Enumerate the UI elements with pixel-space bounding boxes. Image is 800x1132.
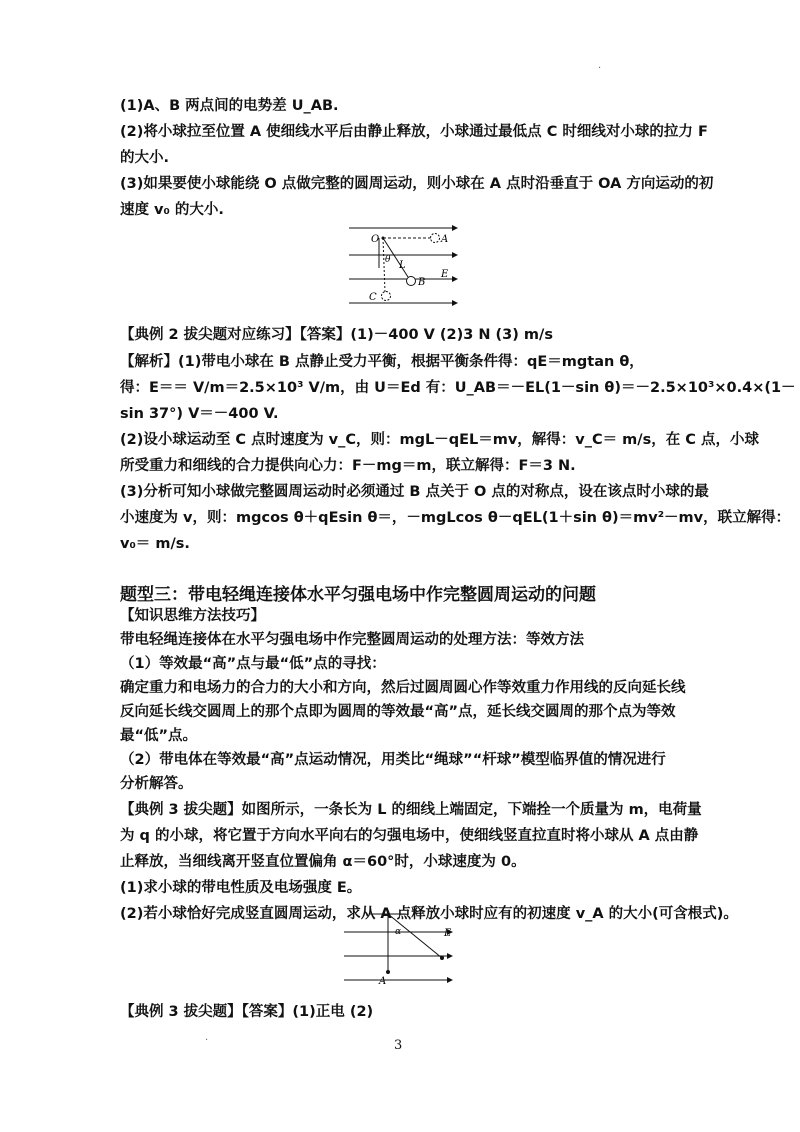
example-3-part-1: (1)求小球的带电性质及电场强度 E。 [120, 880, 362, 896]
answer-example-2: 【典例 2 拔尖题对应练习】【答案】(1)－400 V (2)3 N (3) m/s [120, 327, 553, 343]
example-3-line-3: 止释放，当细线离开竖直位置偏角 α＝60°时，小球速度为 0。 [120, 854, 526, 870]
label-l: L [399, 260, 406, 271]
method-line-2: （1）等效最“高”点与最“低”点的寻找： [120, 656, 386, 672]
answer-example-3: 【典例 3 拔尖题】【答案】(1)正电 (2) [120, 1004, 374, 1020]
method-line-5: 最“低”点。 [120, 728, 198, 744]
method-title: 【知识思维方法技巧】 [120, 608, 265, 624]
example-3-line-1: 【典例 3 拔尖题】如图所示，一条长为 L 的细线上端固定，下端拴一个质量为 m，电荷量 [120, 802, 702, 818]
ball-at-a-fig2 [386, 970, 390, 974]
ball-at-c [382, 292, 391, 301]
example-3-part-2: (2)若小球恰好完成竖直圆周运动，求从 A 点释放小球时应有的初速度 v_A 的大小(可含根式)。 [120, 906, 738, 922]
label-a-fig2: A [379, 976, 387, 987]
label-c: C [369, 292, 377, 303]
question-part-2-line2: 的大小. [120, 150, 170, 166]
method-line-6: （2）带电体在等效最“高”点运动情况，用类比“绳球”“杆球”模型临界值的情况进行 [120, 752, 666, 768]
label-alpha: α [395, 927, 402, 937]
label-o: O [371, 234, 380, 245]
circular-motion-figure-2 [340, 910, 460, 1002]
ball-deflected [440, 956, 444, 960]
label-a: A [441, 234, 449, 245]
pivot-point-o [382, 237, 385, 240]
ball-at-b [407, 277, 416, 286]
question-part-2-line1: (2)将小球拉至位置 A 使细线水平后由静止释放，小球通过最低点 C 时细线对小球的拉力 F [120, 124, 708, 140]
ball-at-a [431, 234, 440, 243]
page-number: 3 [394, 1038, 403, 1053]
label-e: E [441, 269, 449, 280]
question-part-3-line1: (3)如果要使小球能绕 O 点做完整的圆周运动，则小球在 A 点时沿垂直于 OA 方向运动的初 [120, 176, 714, 192]
question-part-1: (1)A、B 两点间的电势差 U_AB. [120, 98, 339, 114]
analysis-line-4: (2)设小球运动至 C 点时速度为 v_C，则：mgL－qEL＝mv，解得：v_C＝ m/s，在 C 点，小球 [120, 432, 759, 448]
scan-mark: . [598, 60, 602, 71]
analysis-line-5: 所受重力和细线的合力提供向心力：F－mg＝m，联立解得：F＝3 N. [120, 458, 576, 474]
method-line-1: 带电轻绳连接体在水平匀强电场中作完整圆周运动的处理方法：等效方法 [120, 632, 584, 648]
question-part-3-line2: 速度 v₀ 的大小. [120, 202, 224, 218]
label-b: B [418, 277, 426, 288]
analysis-line-7: 小速度为 v，则：mgcos θ＋qEsin θ＝，－mgLcos θ－qEL(1＋sin θ)＝mv²－mv，联立解得： [120, 510, 791, 526]
scan-mark-2: . [205, 1032, 209, 1043]
method-line-4: 反向延长线交圆周上的那个点即为圆周的等效最“高”点，延长线交圆周的那个点为等效 [120, 704, 676, 720]
analysis-line-1: 【解析】(1)带电小球在 B 点静止受力平衡，根据平衡条件得：qE＝mgtan θ， [120, 354, 644, 370]
analysis-line-2: 得：E＝＝ V/m＝2.5×10³ V/m，由 U＝Ed 有：U_AB＝－EL(1－sin θ)＝－2.5×10³×0.4×(1－ [120, 380, 796, 396]
method-line-3: 确定重力和电场力的合力的大小和方向，然后过圆周圆心作等效重力作用线的反向延长线 [120, 680, 686, 696]
method-line-7: 分析解答。 [120, 776, 193, 792]
analysis-line-8: v₀＝ m/s. [120, 536, 190, 552]
section-heading: 题型三：带电轻绳连接体水平匀强电场中作完整圆周运动的问题 [120, 585, 596, 605]
analysis-line-6: (3)分析可知小球做完整圆周运动时必须通过 B 点关于 O 点的对称点，设在该点时小球的最 [120, 484, 709, 500]
label-theta: θ [385, 255, 391, 265]
analysis-line-3: sin 37°) V＝－400 V. [120, 406, 279, 422]
label-e-fig2: E [444, 928, 452, 939]
example-3-line-2: 为 q 的小球，将它置于方向水平向右的匀强电场中，使细线竖直拉直时将小球从 A 点由静 [120, 828, 699, 844]
circular-motion-figure-1 [345, 222, 465, 314]
